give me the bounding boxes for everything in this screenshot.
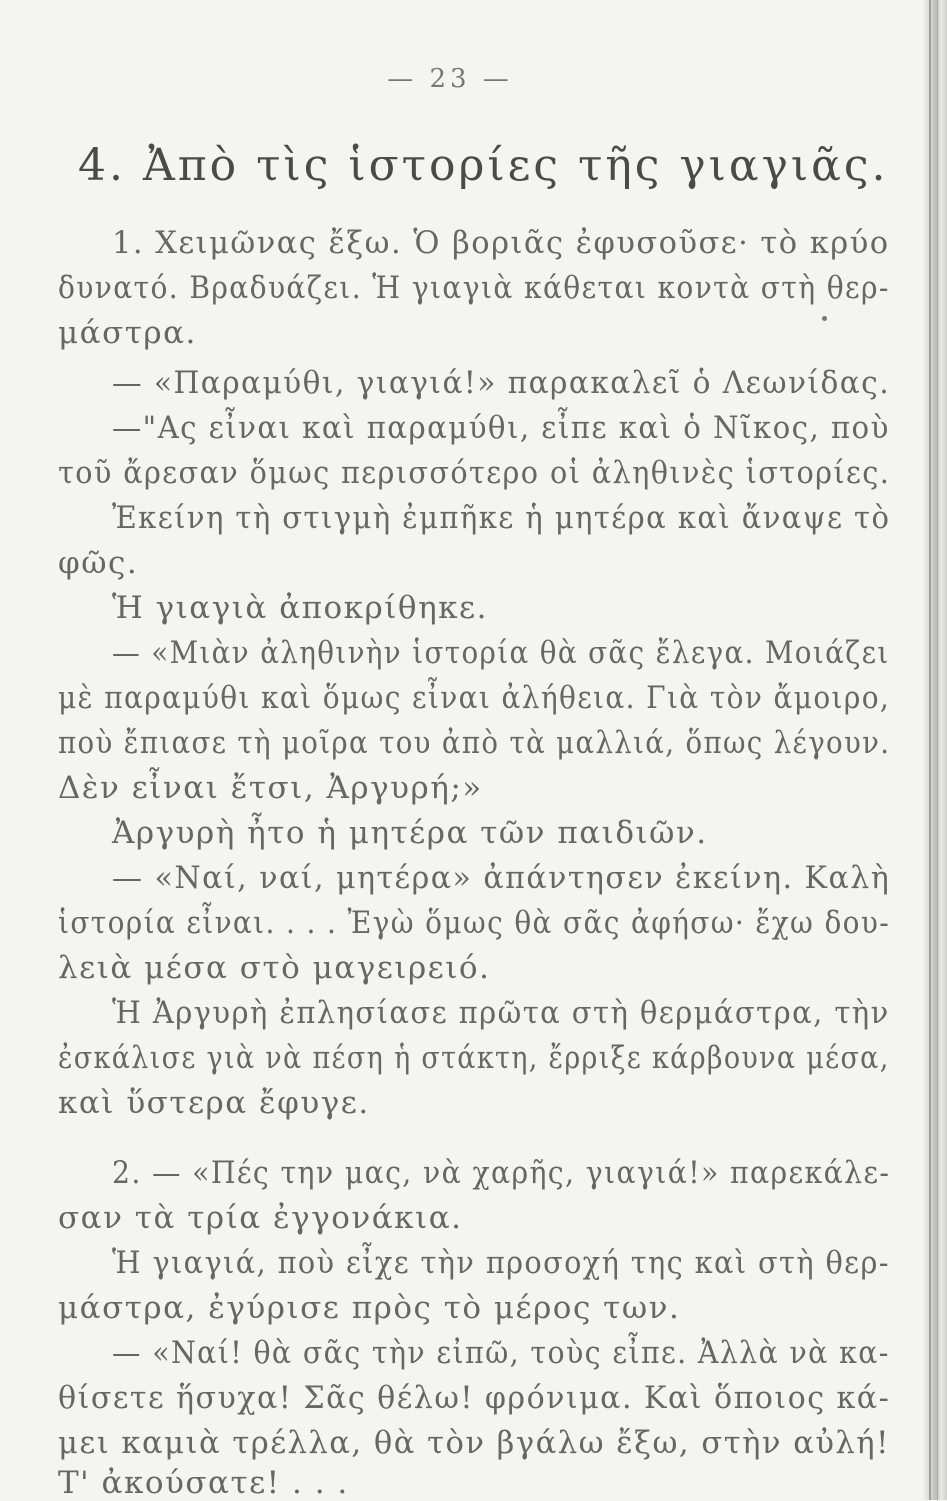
text-line: δυνατό. Βραδυάζει. Ἡ γιαγιὰ κάθεται κοντὰ στὴ θερ-	[58, 270, 890, 306]
text-line: Δὲν εἶναι ἔτσι, Ἀργυρή;»	[58, 770, 483, 806]
ink-spot	[822, 316, 827, 321]
text-line: 2. — «Πές την μας, νὰ χαρῆς, γιαγιά!» παρεκάλε-	[112, 1155, 891, 1191]
text-line: μάστρα.	[58, 315, 197, 351]
text-line: λειὰ μέσα στὸ μαγειρειό.	[58, 950, 491, 986]
text-line: Ἡ γιαγιά, ποὺ εἶχε τὴν προσοχή της καὶ στὴ θερ-	[112, 1245, 890, 1281]
text-line: —"Ας εἶναι καὶ παραμύθι, εἶπε καὶ ὁ Νῖκος, ποὺ	[112, 410, 890, 446]
text-line: Ἡ γιαγιὰ ἀποκρίθηκε.	[112, 590, 488, 626]
text-line: 1. Χειμῶνας ἔξω. Ὁ βοριᾶς ἐφυσοῦσε· τὸ κρύο	[112, 225, 890, 261]
text-line: μάστρα, ἐγύρισε πρὸς τὸ μέρος των.	[58, 1290, 681, 1326]
text-line: μὲ παραμύθι καὶ ὅμως εἶναι ἀλήθεια. Γιὰ τὸν ἄμοιρο,	[58, 680, 891, 716]
chapter-title: 4. Ἀπὸ τὶς ἱστορίες τῆς γιαγιᾶς.	[78, 140, 889, 191]
text-line: φῶς.	[58, 545, 139, 581]
text-line: Ἡ Ἀργυρὴ ἐπλησίασε πρῶτα στὴ θερμάστρα, τὴν	[112, 995, 890, 1031]
text-line: μει καμιὰ τρέλλα, θὰ τὸν βγάλω ἔξω, στὴν αὐλή!	[58, 1425, 890, 1461]
text-line: — «Ναί, ναί, μητέρα» ἀπάντησεν ἐκείνη. Καλὴ	[112, 860, 891, 896]
text-line: ποὺ ἔπιασε τὴ μοῖρα του ἀπὸ τὰ μαλλιά, ὅπως λέγουν.	[58, 725, 891, 761]
text-line: τοῦ ἄρεσαν ὅμως περισσότερο οἱ ἀληθινὲς ἱστορίες.	[58, 455, 891, 491]
text-line: σαν τὰ τρία ἐγγονάκια.	[58, 1200, 463, 1236]
page-number: — 23 —	[387, 64, 513, 94]
text-line: Τ' ἀκούσατε! . . .	[58, 1465, 349, 1501]
text-line: Ἀργυρὴ ἦτο ἡ μητέρα τῶν παιδιῶν.	[112, 815, 708, 851]
text-line: — «Παραμύθι, γιαγιά!» παρακαλεῖ ὁ Λεωνίδας.	[112, 365, 891, 401]
text-line: Ἐκείνη τὴ στιγμὴ ἐμπῆκε ἡ μητέρα καὶ ἄναψε τὸ	[112, 500, 891, 536]
text-line: ἱστορία εἶναι. . . . Ἐγὼ ὅμως θὰ σᾶς ἀφήσω· ἔχω δου-	[58, 905, 891, 941]
text-line: ἐσκάλισε γιὰ νὰ πέση ἡ στάκτη, ἔρριξε κάρβουνα μέσα,	[58, 1040, 890, 1076]
text-line: καὶ ὕστερα ἔφυγε.	[58, 1085, 370, 1121]
text-line: — «Ναί! θὰ σᾶς τὴν εἰπῶ, τοὺς εἶπε. Ἀλλὰ νὰ κα-	[112, 1335, 890, 1371]
text-line: θίσετε ἥσυχα! Σᾶς θέλω! φρόνιμα. Καὶ ὅποιος κά-	[58, 1380, 891, 1416]
text-line: — «Μιὰν ἀληθινὴν ἱστορία θὰ σᾶς ἔλεγα. Μοιάζει	[112, 635, 890, 671]
page-edge	[923, 0, 947, 1500]
